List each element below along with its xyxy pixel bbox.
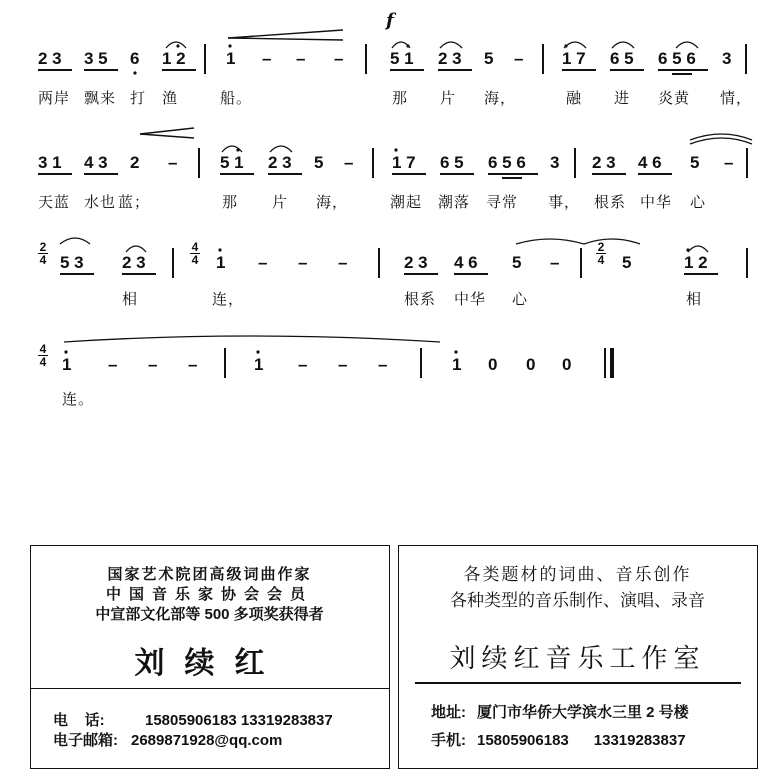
- dash: –: [378, 355, 388, 374]
- email-address: 2689871928@qq.com: [131, 732, 283, 749]
- lyric: 飘来: [84, 90, 117, 107]
- note-group: 4 6: [638, 153, 662, 172]
- email-label: 电子邮箱:: [53, 732, 118, 749]
- lyric: 潮落: [438, 194, 471, 211]
- dash: –: [514, 49, 524, 68]
- note: 3: [722, 49, 732, 68]
- dash: –: [148, 355, 158, 374]
- time-bottom: 4: [597, 253, 605, 267]
- lyric: 融: [566, 90, 583, 107]
- note-group: 1 7: [562, 49, 586, 68]
- dash: –: [262, 49, 272, 68]
- note-group: 1 2: [162, 49, 186, 68]
- title-line-1: 国家艺术院团高级词曲作家: [107, 566, 312, 583]
- dash: –: [344, 153, 354, 172]
- service-line-2: 各种类型的音乐制作、演唱、录音: [450, 591, 705, 610]
- note-group: 6 5: [440, 153, 464, 172]
- service-line-1: 各类题材的词曲、音乐创作: [463, 565, 692, 584]
- lyric: 潮起: [390, 194, 423, 211]
- time-top: 2: [39, 240, 47, 254]
- note: 5: [314, 153, 324, 172]
- note: 3: [550, 153, 560, 172]
- lyric: 水也: [84, 194, 117, 211]
- lyric: 连，: [212, 291, 245, 308]
- octave-dot: [406, 44, 409, 47]
- note: 1: [254, 355, 264, 374]
- note-group: 5 1: [390, 49, 414, 68]
- dash: –: [338, 253, 348, 272]
- dynamic-forte: f: [386, 10, 394, 31]
- note-group: 2 3: [38, 49, 62, 68]
- business-card-left: [30, 545, 390, 769]
- note-group: 5 1: [220, 153, 244, 172]
- dash: –: [296, 49, 306, 68]
- lyric: 炎黄: [658, 90, 691, 107]
- lyric: 心: [690, 194, 707, 211]
- divider: [31, 688, 389, 689]
- note: 1: [226, 49, 236, 68]
- mobile-numbers: 15805906183 13319283837: [477, 732, 686, 749]
- dash: –: [258, 253, 268, 272]
- lyric: 情，: [720, 90, 753, 107]
- octave-dot: [228, 44, 231, 47]
- low-octave-dot: [133, 71, 136, 74]
- note-group: 6 5: [610, 49, 634, 68]
- rest: 0: [488, 355, 498, 374]
- dash: –: [188, 355, 198, 374]
- lyric: 蓝；: [118, 194, 151, 211]
- time-top: 4: [191, 240, 199, 254]
- lyric: 海，: [316, 194, 349, 211]
- note: 5: [512, 253, 522, 272]
- octave-dot: [686, 248, 689, 251]
- lyric: 中华: [640, 194, 673, 211]
- lyric: 天蓝: [38, 194, 71, 211]
- note-group: 3 1: [38, 153, 62, 172]
- dash: –: [298, 253, 308, 272]
- title-line-3: 中宣部文化部等 500 多项奖获得者: [95, 606, 324, 623]
- studio-name-calligraphy: 刘续红音乐工作室: [449, 644, 706, 674]
- note: 5: [484, 49, 494, 68]
- octave-dot: [454, 350, 457, 353]
- lyric: 连。: [62, 391, 95, 408]
- octave-dot: [218, 248, 221, 251]
- dash: –: [724, 153, 734, 172]
- rest: 0: [526, 355, 536, 374]
- note: 5: [622, 253, 632, 272]
- note-group: 4 6: [454, 253, 478, 272]
- lyric: 片: [440, 90, 457, 107]
- lyric: 那: [222, 194, 239, 211]
- rest: 0: [562, 355, 572, 374]
- note-group: 2 3: [122, 253, 146, 272]
- octave-dot: [176, 44, 179, 47]
- note-group: 1 7: [392, 153, 416, 172]
- note-group: 6 5 6: [488, 153, 526, 172]
- lyric: 渔: [162, 90, 179, 107]
- lyric: 船。: [220, 90, 253, 107]
- lyric: 中华: [454, 291, 487, 308]
- note-group: 5 3: [60, 253, 84, 272]
- lyric: 片: [272, 194, 289, 211]
- phone-label: 电 话:: [53, 712, 105, 729]
- octave-dot: [256, 350, 259, 353]
- title-line-2: 中国音乐家协会会员: [105, 586, 313, 603]
- note: 1: [452, 355, 462, 374]
- lyric: 心: [512, 291, 529, 308]
- lyric: 事，: [548, 194, 581, 211]
- lyric: 根系: [404, 291, 437, 308]
- dash: –: [338, 355, 348, 374]
- note-group: 2 3: [268, 153, 292, 172]
- note-group: 2 3: [404, 253, 428, 272]
- octave-dot: [236, 148, 239, 151]
- lyric: 相: [122, 291, 139, 308]
- note-group: 4 3: [84, 153, 108, 172]
- dash: –: [550, 253, 560, 272]
- note-group: 2 3: [438, 49, 462, 68]
- note-group: 6 5 6: [658, 49, 696, 68]
- dash: –: [334, 49, 344, 68]
- dash: –: [108, 355, 118, 374]
- note: 6: [130, 49, 140, 68]
- time-top: 2: [597, 240, 605, 254]
- note: 5: [690, 153, 700, 172]
- lyric: 海，: [484, 90, 517, 107]
- lyric: 进: [614, 90, 631, 107]
- lyric: 两岸: [38, 90, 71, 107]
- note: 2: [130, 153, 140, 172]
- divider: [415, 682, 741, 684]
- address-text: 厦门市华侨大学滨水三里 2 号楼: [477, 704, 689, 721]
- mobile-label: 手机:: [431, 732, 466, 749]
- dash: –: [168, 153, 178, 172]
- name-calligraphy: 刘续红: [134, 646, 285, 681]
- business-card-right: [398, 545, 758, 769]
- note-group: 2 3: [592, 153, 616, 172]
- octave-dot: [564, 44, 567, 47]
- note: 1: [62, 355, 72, 374]
- lyric: 根系: [594, 194, 627, 211]
- lyric: 相: [686, 291, 703, 308]
- time-bottom: 4: [191, 253, 199, 267]
- octave-dot: [64, 350, 67, 353]
- note: 1: [216, 253, 226, 272]
- phone-numbers: 15805906183 13319283837: [145, 712, 333, 729]
- time-bottom: 4: [39, 355, 47, 369]
- time-top: 4: [39, 342, 47, 356]
- address-label: 地址:: [431, 704, 466, 721]
- lyric: 打: [130, 90, 147, 107]
- dash: –: [298, 355, 308, 374]
- note-group: 3 5: [84, 49, 108, 68]
- lyric: 寻常: [486, 194, 519, 211]
- lyric: 那: [392, 90, 409, 107]
- time-bottom: 4: [39, 253, 47, 267]
- note-group: 1 2: [684, 253, 708, 272]
- octave-dot: [394, 148, 397, 151]
